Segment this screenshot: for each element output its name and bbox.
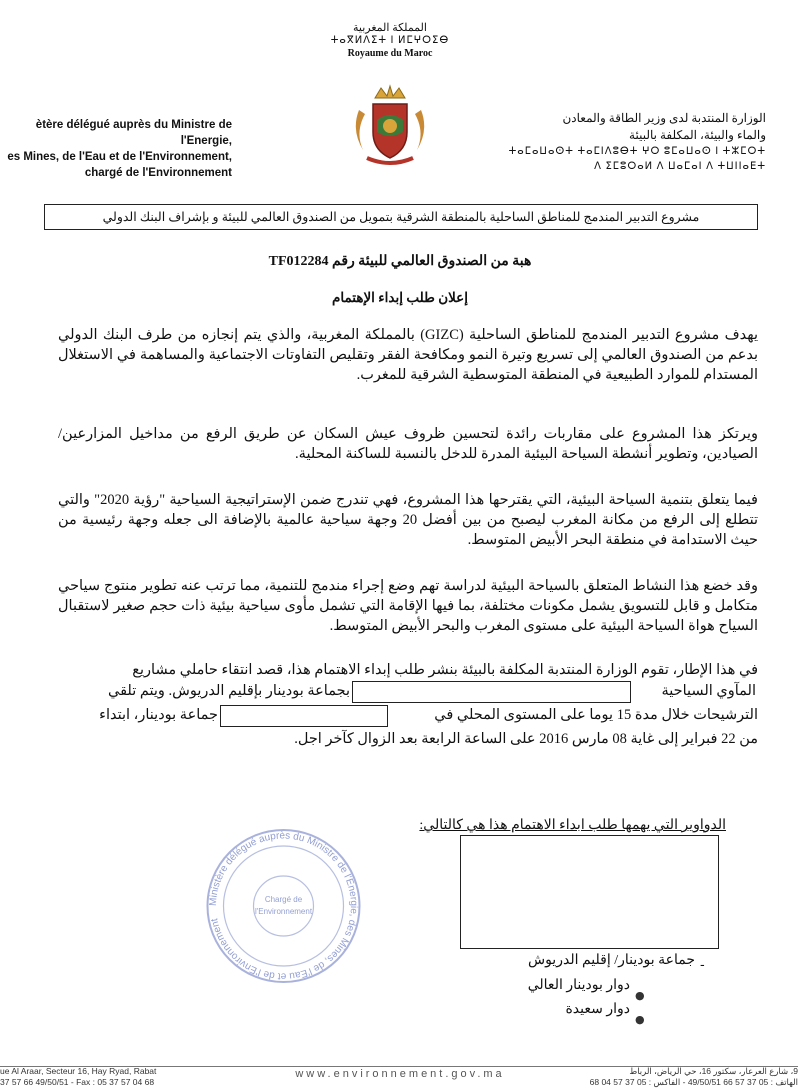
footer-address-fr-line: ue Al Araar, Secteur 16, Hay Ryad, Rabat (0, 1066, 157, 1076)
announcement-title: إعلان طلب إبداء الإهتمام (332, 290, 468, 305)
ministry-ar-line: الوزارة المنتدبة لدى وزير الطاقة والمعادن (562, 111, 766, 125)
paragraph-1: يهدف مشروع التدبير المندمج للمناطق الساحلية (GIZC) بالمملكة المغربية، والذي يتم إنجازه من طرف البنك الدولي بدعم من الصندوق العالمي إلى تسريع وتيرة النمو ومكافحة الفقر وتقليص التفاوتات الاجتماعية والمساهمة في الاستغلال المستدام للموارد الطبيعية في المنطقة المتوسطية الشرقية للمغرب. (58, 327, 758, 383)
redacted-box (460, 835, 719, 949)
redacted-field (220, 705, 388, 727)
dash-bullet: - (700, 958, 705, 973)
svg-text:Ministère délégué auprès du Mi (208, 830, 359, 981)
kingdom-header (240, 22, 540, 60)
kingdom-ar: المملكة المغربية (353, 22, 427, 34)
bullet-icon: ● (635, 1013, 645, 1026)
douar-item: دوار بودينار العالي (527, 978, 630, 993)
footer-address-fr-line: 37 57 66 49/50/51 - Fax : 05 37 57 04 68 (0, 1077, 155, 1087)
paragraph-5-line2b: بجماعة بودينار بإقليم الدريوش. ويتم تلقي (107, 683, 350, 699)
ministry-fr-line: chargé de l'Environnement (84, 167, 232, 179)
project-title-box: مشروع التدبير المندمج للمناطق الساحلية بالمنطقة الشرقية بتمويل من الصندوق العالمي للبيئة و بإشراف البنك الدولي (44, 204, 758, 230)
redacted-field (352, 681, 631, 703)
ministry-fr-line: ètère délégué auprès du Ministre de l'Energie, (35, 119, 232, 147)
footer-url: www.environnement.gov.ma (295, 1068, 505, 1080)
ministry-fr-block (0, 117, 232, 181)
douars-label: الدواوير التي يهمها طلب ابداء الاهتمام هذا هي كالتالي: (419, 818, 726, 833)
ministry-ar-line: والماء والبيئة، المكلفة بالبيئة (629, 128, 766, 142)
ministry-ar-block (436, 110, 766, 174)
ministry-tf-line: ⵜⴰⵎⴰⵡⴰⵙⵜ ⵜⴰⵎⵏⴷⵓⴱⵜ ⵖⵔ ⵓⵎⴰⵡⴰⵙ ⵏ ⵜⵣⵎⵔⵜ (508, 146, 766, 157)
stamp-outer-text: Ministère délégué auprès du Ministre de l'Energie, des Mines, de l'Eau et de l'Environnement (207, 830, 360, 982)
paragraph-5-line4: من 22 فبراير إلى غاية 08 مارس 2016 على الساعة الرابعة بعد الزوال كآخر اجل. (294, 731, 758, 747)
bullet-icon: ● (635, 989, 645, 1002)
paragraph-4: وقد خضع هذا النشاط المتعلق بالسياحة البيئية لدراسة تهم وضع إجراء مندمج للتنمية، مما ترتب عنه تطوير منتوج سياحي متكامل و قابل للتسويق يشمل مكونات مختلفة، بما فيها الإقامة التي تشمل مأوى سياحية بيئية ذات حجم صغير لاستقبال السياح هواة السياحة البيئية على مستوى المغرب والبحر الأبيض المتوسط. (58, 578, 758, 634)
stamp-center-line1: Chargé de (264, 895, 303, 904)
paragraph-3: فيما يتعلق بتنمية السياحة البيئية، التي يقترحها هذا المشروع، فهي تندرج ضمن الإستراتيجية السياحية "رؤية 2020" والتي تتطلع إلى الرفع من مكانة المغرب ليصبح من بين أفضل 20 وجهة سياحية عالمية بالإضافة الى جعله وجهة رئيسية من حيث الاستدامة في منطقة البحر الأبيض المتوسط. (58, 492, 759, 548)
paragraph-5-line2a: المآوي السياحية (661, 683, 756, 699)
paragraph-5-line3b: جماعة بودينار، ابتداء (99, 707, 218, 723)
official-stamp-icon (196, 826, 371, 986)
kingdom-tifinagh: ⵜⴰⴳⵍⴷⵉⵜ ⵏ ⵍⵎⵖⵔⵉⴱ (330, 35, 450, 46)
kingdom-fr: Royaume du Maroc (347, 48, 433, 59)
footer-address-ar (498, 1066, 798, 1088)
ministry-tf-line: ⴷ ⵉⵎⵓⵔⴰⵍ ⴷ ⵡⴰⵎⴰⵏ ⴷ ⵜⵡⵏⵏⴰⴹⵜ (594, 161, 766, 172)
ministry-fr-line: es Mines, de l'Eau et de l'Environnement, (7, 151, 232, 163)
stamp-center-line2: l'Environnement (254, 907, 313, 916)
footer-address-ar-line: الهاتف : 05 37 57 66 49/50/51 - الفاكس : 05 37 57 04 68 (589, 1077, 798, 1087)
commune-label: جماعة بودينار/ إقليم الدريوش (527, 953, 695, 968)
paragraph-2: ويرتكز هذا المشروع على مقاربات رائدة لتحسين ظروف عيش السكان عن طريق الرفع من مداخيل المزارعين/الصيادين، وتطوير أنشطة السياحة البيئية المدرة للدخل بالنسبة للساكنة المحلية. (58, 426, 758, 462)
douar-item: دوار سعيدة (565, 1002, 630, 1017)
paragraph-5-line3a: الترشيحات خلال مدة 15 يوما على المستوى المحلي في (434, 707, 758, 723)
paragraph-5-line1: في هذا الإطار، تقوم الوزارة المنتدبة المكلفة بالبيئة بنشر طلب إبداء الاهتمام هذا، قصد انتقاء حاملي مشاريع (132, 662, 758, 678)
footer-address-ar-line: 9، شارع العرعار، سكتور 16، حي الرياض، الرباط (629, 1066, 798, 1076)
grant-line: هبة من الصندوق العالمي للبيئة رقم TF012284 (268, 254, 532, 269)
royal-emblem-icon (345, 80, 435, 170)
footer-address-fr (0, 1066, 200, 1088)
